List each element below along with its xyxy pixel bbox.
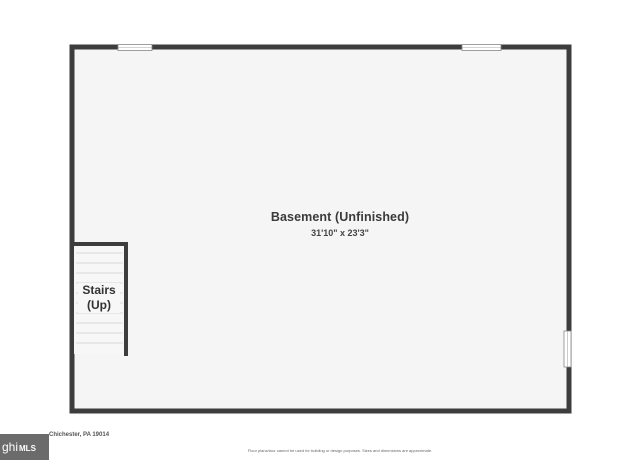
property-address: Chichester, PA 19014 xyxy=(49,432,110,438)
logo-text: ghi xyxy=(2,440,19,454)
logo-suffix: MLS xyxy=(19,444,36,453)
mls-logo xyxy=(0,434,49,460)
window-top-right xyxy=(462,45,501,51)
disclaimer-text: Floor plans/tour cannot be used for building or design purposes. Sizes and dimensions are approximate. xyxy=(247,448,433,453)
stairs-label-line2: (Up) xyxy=(78,298,120,313)
stairs-label-line1: Stairs xyxy=(78,283,120,298)
window-top-left xyxy=(118,45,152,51)
room-dimensions: 31'10" x 23'3" xyxy=(311,228,369,238)
window-right xyxy=(564,331,571,367)
room-name: Basement (Unfinished) xyxy=(270,210,410,224)
stairs-label xyxy=(74,283,124,313)
